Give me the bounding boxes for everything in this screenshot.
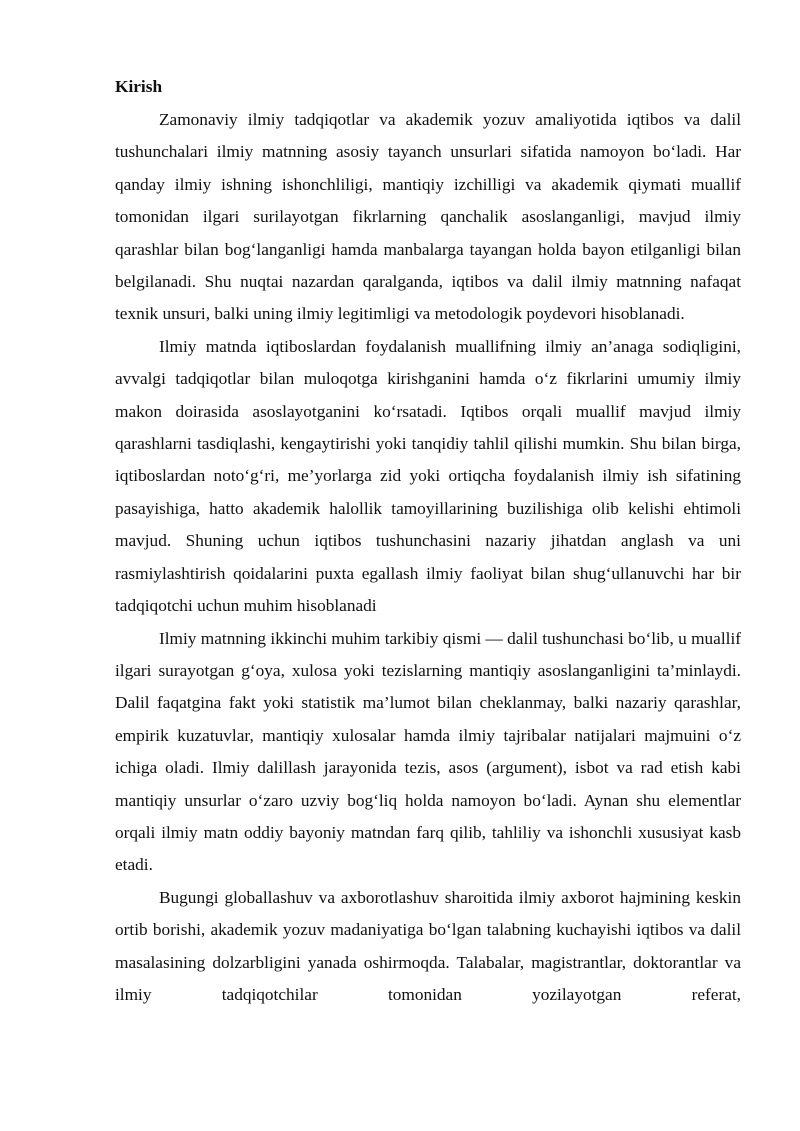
- paragraph-4: Bugungi globallashuv va axborotlashuv sharoitida ilmiy axborot hajmining keskin ortib borishi, akademik yozuv madaniyatiga boʻlgan talabning kuchayishi iqtibos va dalil masalasining dolzarbligini yanada oshirmoqda. Talabalar, magistrantlar, doktorantlar va ilmiy tadqiqotchilar tomonidan yozilayotgan referat,: [115, 887, 741, 1004]
- document-body: [115, 72, 741, 1011]
- paragraph-3: Ilmiy matnning ikkinchi muhim tarkibiy qismi — dalil tushunchasi boʻlib, u muallif ilgari surayotgan gʻoya, xulosa yoki tezislarning mantiqiy asoslanganligini ta’minlaydi. Dalil faqatgina fakt yoki statistik ma’lumot bilan cheklanmay, balki nazariy qarashlar, empirik kuzatuvlar, mantiqiy xulosalar hamda ilmiy tajribalar natijalari majmuini oʻz ichiga oladi. Ilmiy dalillash jarayonida tezis, asos (argument), isbot va rad etish kabi mantiqiy unsurlar oʻzaro uzviy bogʻliq holda namoyon boʻladi. Aynan shu elementlar orqali ilmiy matn oddiy bayoniy matndan farq qilib, tahliliy va ishonchli xususiyat kasb etadi.: [115, 628, 741, 875]
- paragraph-1: Zamonaviy ilmiy tadqiqotlar va akademik yozuv amaliyotida iqtibos va dalil tushunchalari ilmiy matnning asosiy tayanch unsurlari sifatida namoyon boʻladi. Har qanday ilmiy ishning ishonchliligi, mantiqiy izchilligi va akademik qiymati muallif tomonidan ilgari surilayotgan fikrlarning qanchalik asoslanganligi, mavjud ilmiy qarashlar bilan bogʻlanganligi hamda manbalarga tayangan holda bayon etilganligi bilan belgilanadi. Shu nuqtai nazardan qaralganda, iqtibos va dalil ilmiy matnning nafaqat texnik unsuri, balki uning ilmiy legitimligi va metodologik poydevori hisoblanadi.: [115, 110, 741, 324]
- section-heading: Kirish: [115, 77, 163, 96]
- paragraph-2: Ilmiy matnda iqtiboslardan foydalanish muallifning ilmiy an’anaga sodiqligini, avvalgi tadqiqotlar bilan muloqotga kirishganini hamda oʻz fikrlarini umumiy ilmiy makon doirasida asoslayotganini koʻrsatadi. Iqtibos orqali muallif mavjud ilmiy qarashlarni tasdiqlashi, kengaytirishi yoki tanqidiy tahlil qilishi mumkin. Shu bilan birga, iqtiboslardan notoʻgʻri, me’yorlarga zid yoki ortiqcha foydalanish ilmiy ish sifatining pasayishiga, hatto akademik halollik tamoyillarining buzilishiga olib kelishi ehtimoli mavjud. Shuning uchun iqtibos tushunchasini nazariy jihatdan anglash va uni rasmiylashtirish qoidalarini puxta egallash ilmiy faoliyat bilan shugʻullanuvchi har bir tadqiqotchi uchun muhim hisoblanadi: [115, 336, 741, 616]
